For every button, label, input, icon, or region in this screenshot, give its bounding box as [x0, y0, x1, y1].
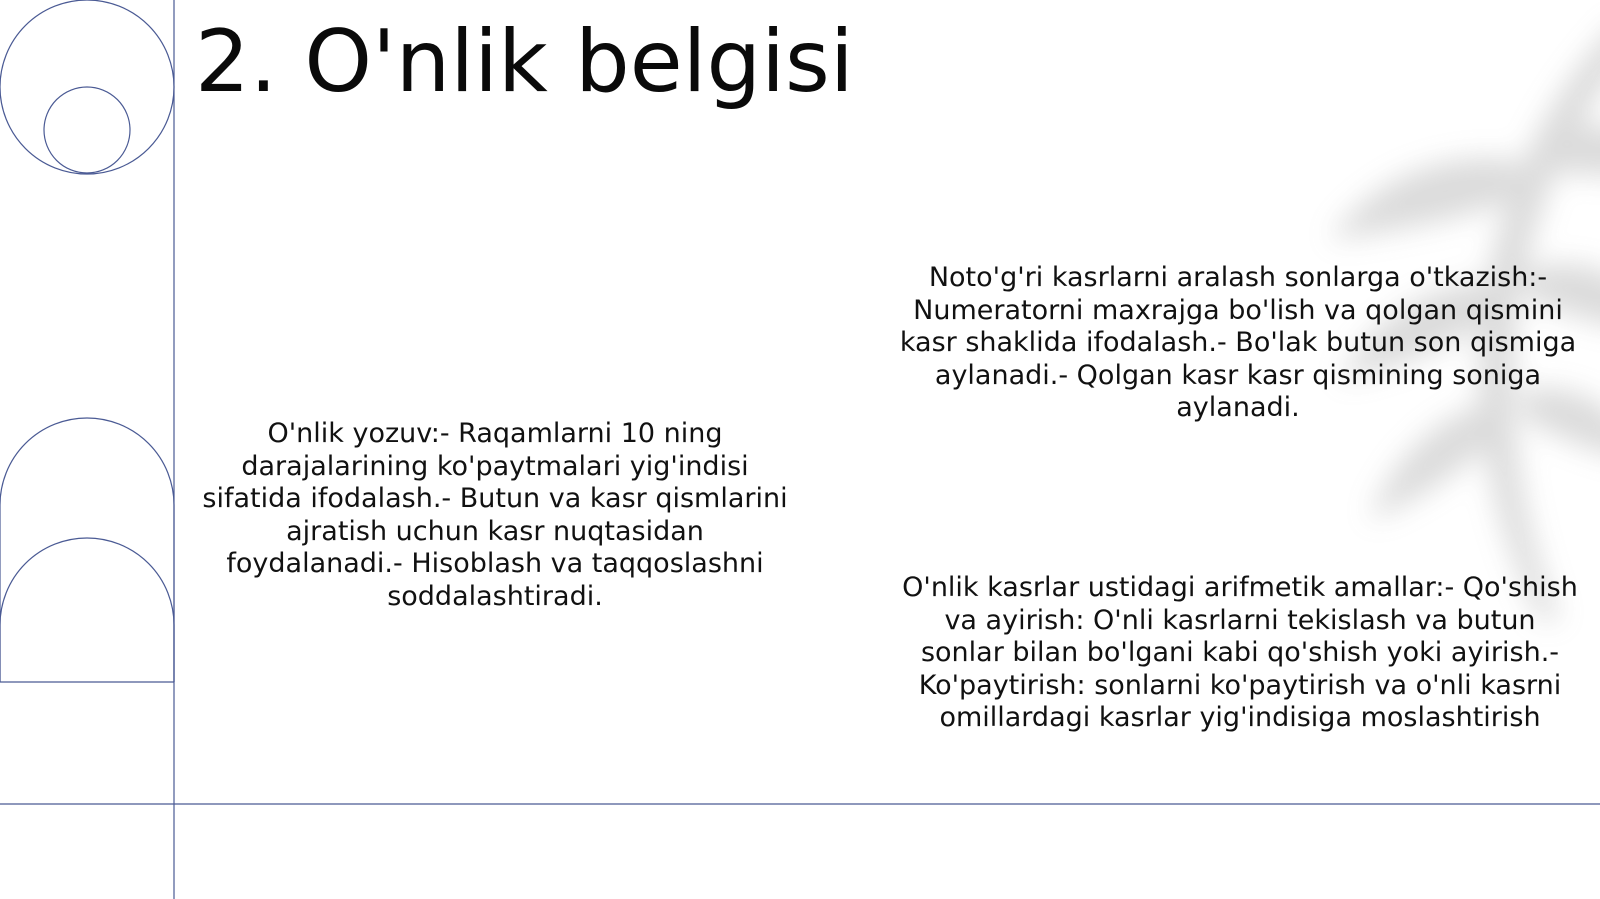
slide-title: 2. O'nlik belgisi — [195, 12, 854, 112]
decimal-arithmetic-text: O'nlik kasrlar ustidagi arifmetik amallar:- Qo'shish va ayirish: O'nli kasrlarni tekislash va butun sonlar bilan bo'lgani kabi qo'shish yoki ayirish.- Ko'paytirish: sonlarni ko'paytirish va o'nli kasrni omillardagi kasrlar yig'indisiga moslashtirish — [902, 572, 1578, 733]
improper-fractions-text: Noto'g'ri kasrlarni aralash sonlarga o'tkazish:- Numeratorni maxrajga bo'lish va qolgan qismini kasr shaklida ifodalash.- Bo'lak butun son qismiga aylanadi.- Qolgan kasr kasr qismining soniga aylanadi. — [899, 262, 1577, 423]
decimal-notation-text: O'nlik yozuv:- Raqamlarni 10 ning darajalarining ko'paytmalari yig'indisi sifatida ifodalash.- Butun va kasr qismlarini ajratish uchun kasr nuqtasidan foydalanadi.- Hisoblash va taqqoslashni soddalashtiradi. — [202, 418, 788, 612]
lower-arch — [0, 538, 174, 682]
small-circle — [44, 87, 130, 173]
upper-arch — [0, 418, 174, 682]
